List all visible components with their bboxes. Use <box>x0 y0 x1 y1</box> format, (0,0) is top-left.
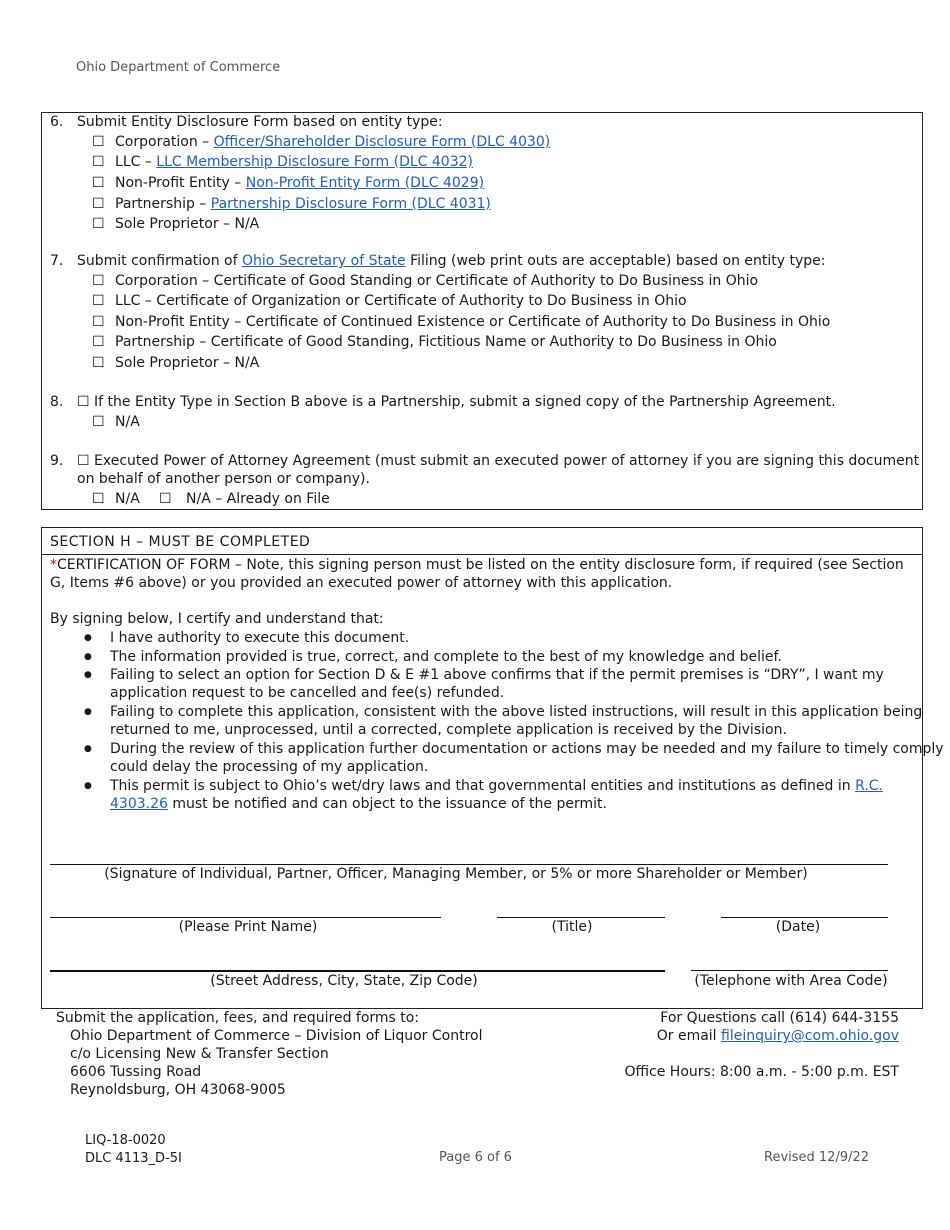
item-8-na-option[interactable] <box>92 413 140 431</box>
item-7-intro-pre: Submit confirmation of <box>77 253 238 269</box>
option-label: Non-Profit Entity – Certificate of Continued Existence or Certificate of Authority to Do Business in Ohio <box>115 314 831 330</box>
bullet-icon: ● <box>84 670 92 680</box>
bullet-6-line-1 <box>110 777 883 795</box>
bullet-icon: ● <box>84 781 92 791</box>
questions-phone: For Questions call (614) 644-3155 <box>660 1010 899 1026</box>
page-header-org: Ohio Department of Commerce <box>76 60 281 75</box>
checkbox-icon[interactable]: ☐ <box>92 355 105 371</box>
dlc-form-number: DLC 4113_D-5I <box>85 1151 182 1166</box>
item-9-text-line2: on behalf of another person or company). <box>77 471 370 487</box>
bullet-icon: ● <box>84 744 92 754</box>
submit-address-line-2: c/o Licensing New & Transfer Section <box>70 1046 329 1062</box>
checkbox-icon[interactable]: ☐ <box>159 491 172 507</box>
email-line <box>657 1027 899 1045</box>
item-7-option-partnership[interactable] <box>92 333 777 351</box>
checkbox-icon[interactable]: ☐ <box>92 491 105 507</box>
certification-text: CERTIFICATION OF FORM – Note, this signing person must be listed on the entity disclosure form, if required (see Section <box>57 557 904 573</box>
item-8-number: 8. <box>50 394 64 410</box>
telephone-field[interactable] <box>691 970 888 971</box>
item-6-option-nonprofit[interactable] <box>92 174 484 192</box>
item-7-number: 7. <box>50 253 64 269</box>
item-7-option-llc[interactable] <box>92 292 687 310</box>
checkbox-icon[interactable]: ☐ <box>92 314 105 330</box>
bullet-icon: ● <box>84 652 92 662</box>
bullet-3-line-2: application request to be cancelled and fee(s) refunded. <box>110 685 505 701</box>
item-8-option[interactable] <box>77 393 836 411</box>
certification-line-2: G, Items #6 above) or you provided an executed power of attorney with this application. <box>50 575 673 591</box>
section-h-divider <box>42 554 922 555</box>
item-9-option[interactable] <box>77 452 919 470</box>
bullet-1-text: I have authority to execute this document. <box>110 630 410 646</box>
checkbox-icon[interactable]: ☐ <box>77 394 90 410</box>
checkbox-icon[interactable]: ☐ <box>92 134 105 150</box>
dlc-4032-link[interactable]: LLC Membership Disclosure Form (DLC 4032) <box>156 154 473 170</box>
item-9-na-on-file-option[interactable] <box>159 490 330 508</box>
submit-address-line-1: Ohio Department of Commerce – Division of Liquor Control <box>70 1028 483 1044</box>
section-h-title: SECTION H – MUST BE COMPLETED <box>50 534 311 550</box>
bullet-6-line-2 <box>110 795 607 813</box>
date-caption: (Date) <box>775 919 821 935</box>
option-label: Partnership – <box>115 196 207 212</box>
page-number: Page 6 of 6 <box>439 1150 512 1165</box>
submit-address-line-3: 6606 Tussing Road <box>70 1064 202 1080</box>
bullet-3-line-1: Failing to select an option for Section D & E #1 above confirms that if the permit premises is “DRY”, I want my <box>110 667 884 683</box>
item-9-number: 9. <box>50 453 64 469</box>
signature-field[interactable] <box>50 864 888 865</box>
item-7-option-corporation[interactable] <box>92 272 758 290</box>
street-address-field[interactable] <box>50 970 665 972</box>
submit-intro: Submit the application, fees, and required forms to: <box>56 1010 420 1026</box>
ohio-secretary-of-state-link[interactable]: Ohio Secretary of State <box>242 253 406 269</box>
checkbox-icon[interactable]: ☐ <box>92 273 105 289</box>
option-label: Sole Proprietor – N/A <box>115 355 260 371</box>
print-name-field[interactable] <box>50 917 441 918</box>
date-field[interactable] <box>721 917 888 918</box>
email-link[interactable]: fileinquiry@com.ohio.gov <box>721 1028 899 1044</box>
dlc-4030-link[interactable]: Officer/Shareholder Disclosure Form (DLC 4030) <box>213 134 551 150</box>
option-label: LLC – Certificate of Organization or Certificate of Authority to Do Business in Ohio <box>115 293 687 309</box>
telephone-caption: (Telephone with Area Code) <box>694 973 888 989</box>
bullet-4-line-2: returned to me, unprocessed, until a corrected, complete application is received by the Division. <box>110 722 787 738</box>
item-6-option-sole-proprietor[interactable] <box>92 215 259 233</box>
title-field[interactable] <box>497 917 665 918</box>
item-6-option-llc[interactable] <box>92 153 473 171</box>
dlc-4031-link[interactable]: Partnership Disclosure Form (DLC 4031) <box>210 196 491 212</box>
bullet-6-text-pre: This permit is subject to Ohio’s wet/dry laws and that governmental entities and institutions as defined in <box>110 778 851 794</box>
email-prefix: Or email <box>656 1028 717 1044</box>
option-label: Sole Proprietor – N/A <box>115 216 260 232</box>
certification-line-1 <box>50 556 904 574</box>
item-9-text-line1: Executed Power of Attorney Agreement (must submit an executed power of attorney if you are signing this document <box>94 453 920 469</box>
office-hours: Office Hours: 8:00 a.m. - 5:00 p.m. EST <box>624 1064 899 1080</box>
signature-caption: (Signature of Individual, Partner, Officer, Managing Member, or 5% or more Shareholder or Member) <box>104 866 808 882</box>
print-name-caption: (Please Print Name) <box>178 919 318 935</box>
required-asterisk: * <box>50 557 57 573</box>
option-label: Corporation – Certificate of Good Standing or Certificate of Authority to Do Business in Ohio <box>115 273 759 289</box>
na-on-file-label: N/A – Already on File <box>186 491 330 507</box>
item-7-intro <box>77 252 826 270</box>
item-6-intro: Submit Entity Disclosure Form based on entity type: <box>77 114 443 130</box>
item-8-text: If the Entity Type in Section B above is a Partnership, submit a signed copy of the Partnership Agreement. <box>94 394 836 410</box>
bullet-4-line-1: Failing to complete this application, consistent with the above listed instructions, will result in this application being <box>110 704 923 720</box>
checkbox-icon[interactable]: ☐ <box>92 196 105 212</box>
bullet-icon: ● <box>84 707 92 717</box>
submit-address-line-4: Reynoldsburg, OH 43068-9005 <box>70 1082 286 1098</box>
item-6-option-corporation[interactable] <box>92 133 550 151</box>
bullet-5-line-1: During the review of this application further documentation or actions may be needed and my failure to timely comply <box>110 741 944 757</box>
na-label: N/A <box>115 414 140 430</box>
bullet-6-text-post: must be notified and can object to the issuance of the permit. <box>172 796 607 812</box>
section-g-items-box <box>41 112 923 510</box>
item-9-na-option[interactable] <box>92 490 140 508</box>
checkbox-icon[interactable]: ☐ <box>92 154 105 170</box>
bullet-5-line-2: could delay the processing of my application. <box>110 759 429 775</box>
by-signing-text: By signing below, I certify and understand that: <box>50 611 384 627</box>
rc-link[interactable]: R.C. <box>855 778 883 794</box>
item-6-number: 6. <box>50 114 64 130</box>
bullet-2-text: The information provided is true, correct, and complete to the best of my knowledge and belief. <box>110 649 782 665</box>
option-label: Partnership – Certificate of Good Standing, Fictitious Name or Authority to Do Business in Ohio <box>115 334 777 350</box>
checkbox-icon[interactable]: ☐ <box>92 414 105 430</box>
bullet-icon: ● <box>84 633 92 643</box>
checkbox-icon[interactable]: ☐ <box>92 175 105 191</box>
option-label: Non-Profit Entity – <box>115 175 242 191</box>
item-6-option-partnership[interactable] <box>92 195 491 213</box>
checkbox-icon[interactable]: ☐ <box>92 293 105 309</box>
item-7-option-sole-proprietor[interactable] <box>92 354 259 372</box>
na-label: N/A <box>115 491 140 507</box>
option-label: LLC – <box>115 154 152 170</box>
revised-date: Revised 12/9/22 <box>764 1150 870 1165</box>
checkbox-icon[interactable]: ☐ <box>92 334 105 350</box>
rc-4303-26-link[interactable]: 4303.26 <box>110 796 168 812</box>
dlc-4029-link[interactable]: Non-Profit Entity Form (DLC 4029) <box>245 175 485 191</box>
checkbox-icon[interactable]: ☐ <box>77 453 90 469</box>
title-caption: (Title) <box>551 919 593 935</box>
option-label: Corporation – <box>115 134 210 150</box>
form-id: LIQ-18-0020 <box>85 1133 166 1148</box>
street-address-caption: (Street Address, City, State, Zip Code) <box>210 973 478 989</box>
checkbox-icon[interactable]: ☐ <box>92 216 105 232</box>
item-7-option-nonprofit[interactable] <box>92 313 830 331</box>
item-7-intro-post: Filing (web print outs are acceptable) based on entity type: <box>410 253 826 269</box>
